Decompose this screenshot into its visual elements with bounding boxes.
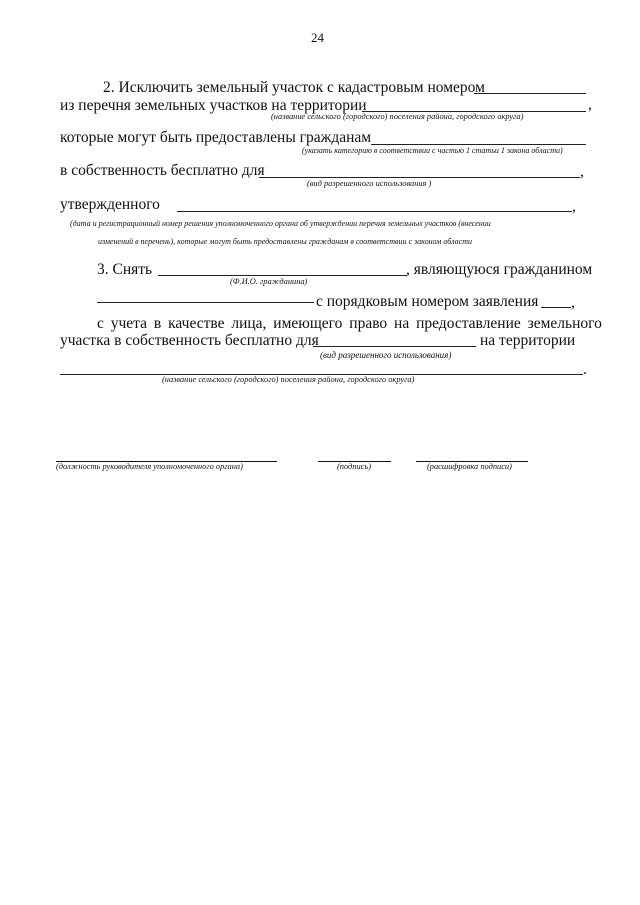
section3-line2: с порядковым номером заявления [316,293,539,310]
position-caption: (должность руководителя уполномоченного органа) [56,462,243,471]
decision-caption-1: (дата и регистрационный номер решения уполномоченного органа об утверждении перечня земельных участков (внесении [70,219,491,228]
use-caption: (вид разрешенного использования ) [307,179,432,188]
comma: , [588,96,592,113]
signature-caption: (подпись) [337,462,371,471]
decision-line [177,211,572,212]
section3-line3: с учета в качестве лица, имеющего право на предоставление земельного [97,315,602,332]
use-caption-2: (вид разрешенного использования) [320,350,452,360]
citizenship-line [97,302,314,303]
comma: , [580,163,584,180]
territory-caption-2: (название сельского (городского) поселения района, городского округа) [162,375,415,384]
section2-line5: утвержденного [60,196,160,213]
territory-caption: (название сельского (городского) поселения района, городского округа) [271,112,524,121]
section2-line4: в собственность бесплатно для [60,162,265,179]
category-line [371,144,586,145]
section3-line4-start: участка в собственность бесплатно для [60,332,319,349]
use-line [259,177,580,178]
fio-caption: (Ф.И.О. гражданина) [230,277,308,286]
comma: , [572,198,576,215]
section2-line3: которые могут быть предоставлены гражданам [60,129,372,146]
section3-line4-end: на территории [480,332,576,349]
fio-line [158,275,407,276]
period: . [583,361,587,378]
use-line-2 [313,346,476,347]
section3-line1-start: 3. Снять [97,261,153,278]
application-number-line [541,307,571,308]
decision-caption-2: изменений в перечень), которые могут быть предоставлены гражданам в соответствии с законом области [98,237,472,246]
section2-line2: из перечня земельных участков на территории [60,97,367,114]
section2-line1: 2. Исключить земельный участок с кадастровым номером [103,79,485,96]
comma: , [571,294,575,311]
section3-line1-end: , являющуюся гражданином [406,261,593,278]
decoding-caption: (расшифровка подписи) [427,462,512,471]
cadastral-number-line [474,93,586,94]
category-caption: (указать категорию в соответствии с частью 1 статьи 1 закона области) [302,146,563,155]
page-number: 24 [311,30,324,45]
